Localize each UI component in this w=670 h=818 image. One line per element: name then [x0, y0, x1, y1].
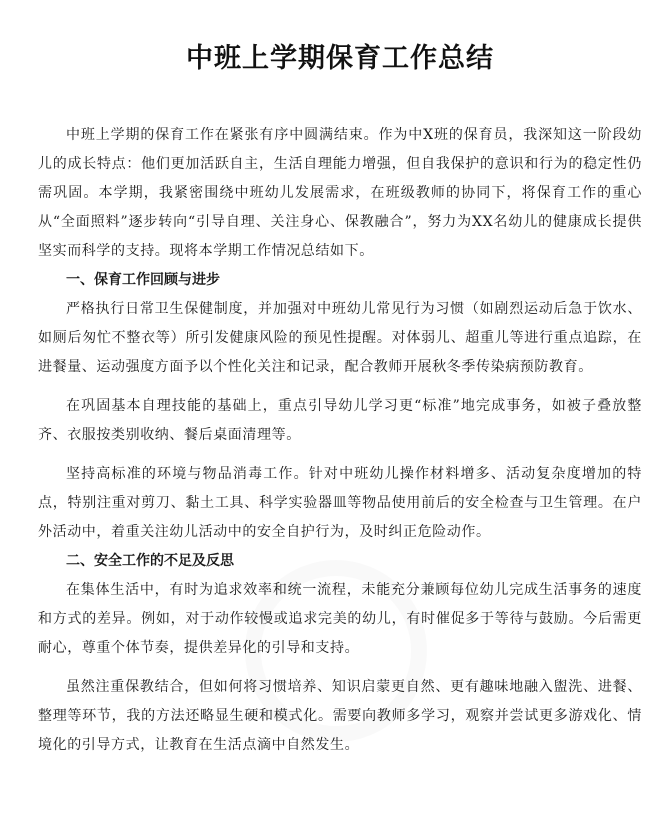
document-title: 中班上学期保育工作总结	[186, 43, 494, 74]
review-paragraph-3: 坚持高标准的环境与物品消毒工作。针对中班幼儿操作材料增多、活动复杂度增加的特点，特别注重对剪刀、黏土工具、科学实验器皿等物品使用前后的安全检查与卫生管理。在户外活动中，着重关注幼儿活动中的安全自护行为，及时纠正危险动作。	[38, 466, 642, 540]
reflection-paragraph-1: 在集体生活中，有时为追求效率和统一流程，未能充分兼顾每位幼儿完成生活事务的速度和方式的差异。例如，对于动作较慢或追求完美的幼儿，有时催促多于等待与鼓励。今后需更耐心，尊重个体节奏，提供差异化的引导和支持。	[38, 582, 642, 656]
review-paragraph-2: 在巩固基本自理技能的基础上，重点引导幼儿学习更“标准”地完成事务，如被子叠放整齐、衣服按类别收纳、餐后桌面清理等。	[38, 398, 642, 443]
intro-paragraph: 中班上学期的保育工作在紧张有序中圆满结束。作为中X班的保育员，我深知这一阶段幼儿的成长特点：他们更加活跃自主，生活自理能力增强，但自我保护的意识和行为的稳定性仍需巩固。本学期，我紧密围绕中班幼儿发展需求，在班级教师的协同下，将保育工作的重心从“全面照料”逐步转向“引导自理、关注身心、保教融合”，努力为XX名幼儿的健康成长提供坚实而科学的支持。现将本学期工作情况总结如下。	[38, 127, 642, 259]
reflection-paragraph-2: 虽然注重保教结合，但如何将习惯培养、知识启蒙更自然、更有趣味地融入盥洗、进餐、整理等环节，我的方法还略显生硬和模式化。需要向教师多学习，观察并尝试更多游戏化、情境化的引导方式，让教育在生活点滴中自然发生。	[38, 679, 642, 753]
section-heading-reflection: 二、安全工作的不足及反思	[66, 553, 234, 569]
section-heading-review: 一、保育工作回顾与进步	[66, 272, 220, 288]
review-paragraph-1: 严格执行日常卫生保健制度，并加强对中班幼儿常见行为习惯（如剧烈运动后急于饮水、如厕后匆忙不整衣等）所引发健康风险的预见性提醒。对体弱儿、超重儿等进行重点追踪，在进餐量、运动强度方面予以个性化关注和记录，配合教师开展秋冬季传染病预防教育。	[38, 301, 642, 375]
